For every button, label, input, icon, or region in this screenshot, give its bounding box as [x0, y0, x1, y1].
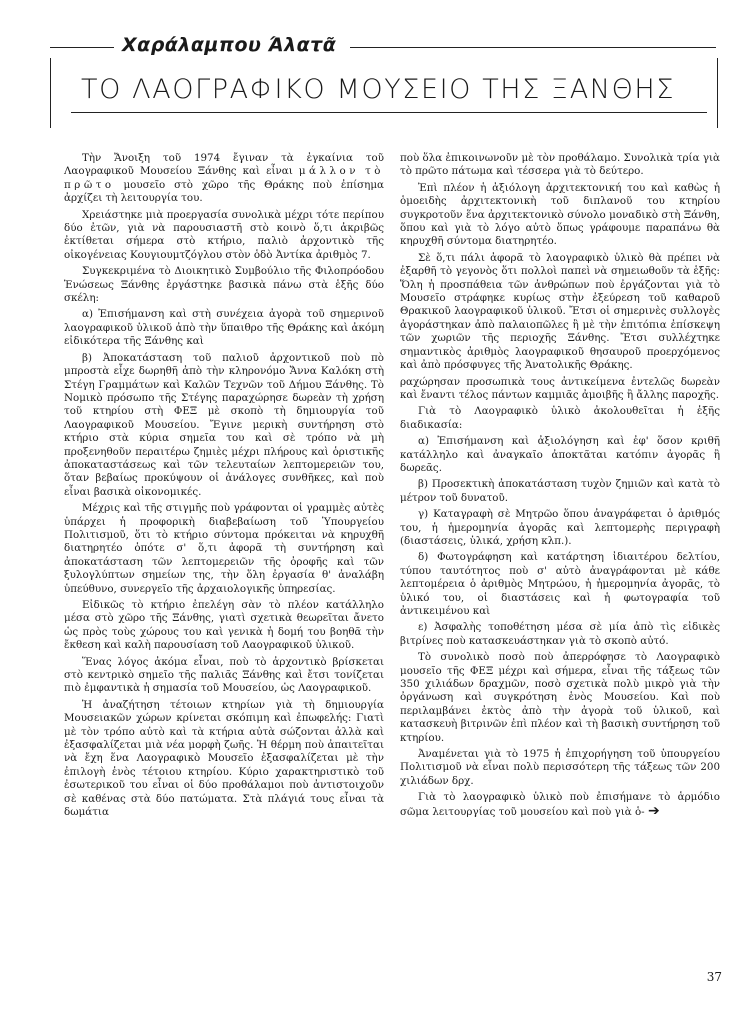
paragraph: Σὲ ὅ,τι πάλι ἀφορᾶ τὸ λαογραφικὸ ὑλικὸ θὰ πρέπει νὰ ἐξαρθῆ τὸ γεγονὸς ὅτι πολλοὶ παπεὶ νὰ σημειωθοῦν τὰ ἑξῆς: Ὅλη ἡ προσπάθεια τῶν ἀνθρώπων ποὺ ἐργάζονται γιὰ τὸ Μουσεῖο στράφηκε κυρίως στὴν ἐξεύρεση τοῦ καθαροῦ Θρακικοῦ λαογραφικοῦ ὑλικοῦ. Ἔτσι οἱ σημερινὲς συλλογὲς ἀγοράστηκαν ἀπὸ παλαιοπῶλες ἢ μὲ τὴν ἐπιτόπια ἐπίσκεψη τῶν χωριῶν τῆς περιοχῆς Ξάνθης. Ἔτσι συλλέχτηκε σημαντικὸς ἀριθμὸς λαογραφικοῦ θησαυροῦ προερχόμενος καὶ ἀπὸ πρόσφυγες τῆς Ἀνατολικῆς Θράκης.	[400, 251, 720, 372]
right-column	[400, 152, 720, 822]
paragraph-text: Γιὰ τὸ λαογραφικὸ ὑλικὸ ποὺ ἐπισήμανε τὸ ἁρμόδιο σῶμα λειτουργίας τοῦ μουσείου καὶ ποὺ γιὰ ὁ-	[400, 791, 720, 818]
paragraph-text: Τὴν Ἄνοιξη τοῦ 1974 ἔγιναν τὰ ἐγκαίνια τοῦ Λαογραφικοῦ Μουσείου Ξάνθης καὶ εἶναι	[64, 152, 384, 178]
article-title: ΤΟ ΛΑΟΓΡΑΦΙΚΟ ΜΟΥΣΕΙΟ ΤΗΣ ΞΑΝΘΗΣ	[81, 74, 675, 105]
paragraph: γ) Καταγραφὴ σὲ Μητρῶο ὅπου ἀναγράφεται ὁ ἀριθμός του, ἡ ἡμερομηνία ἀγορᾶς καὶ λεπτομερὴς περιγραφὴ (διαστάσεις, ὑλικά, χρήση κλπ.).	[400, 508, 720, 547]
spaced-word: πρῶτο	[64, 178, 115, 191]
paragraph: Ἕνας λόγος ἀκόμα εἶναι, ποὺ τὸ ἀρχοντικὸ βρίσκεται στὸ κεντρικὸ σημεῖο τῆς παλιᾶς Ξάνθης καὶ ἔτσι τονίζεται πιὸ ἐμφαντικὰ ἡ σημασία τοῦ Μουσείου, ὡς Λαογραφικοῦ.	[64, 655, 384, 695]
author-rule-left	[50, 47, 114, 48]
paragraph-text: μουσεῖο στὸ χῶρο τῆς Θράκης ποὺ ἐπίσημα ἀρχίζει τὴ λειτουργία του.	[64, 178, 384, 205]
paragraph: Συγκεκριμένα τὸ Διοικητικὸ Συμβούλιο τῆς Φιλοπρόοδου Ἑνώσεως Ξάνθης ἐργάστηκε βασικὰ πάνω στὰ ἑξῆς δύο σκέλη:	[64, 265, 384, 305]
paragraph: δ) Φωτογράφηση καὶ κατάρτηση ἰδιαιτέρου δελτίου, τύπου ταυτότητος ποὺ σ' αὐτὸ ἀναγράφονται μὲ κάθε λεπτομέρεια ὁ ἀριθμὸς Μητρώου, ἡ ἡμερομηνία ἀγορᾶς, τὸ ὑλικό του, οἱ διαστάσεις καὶ ἡ φωτογραφία τοῦ ἀντικειμένου καὶ	[400, 551, 720, 617]
paragraph: ραχώρησαν προσωπικὰ τους ἀντικείμενα ἐντελῶς δωρεὰν καὶ ἔναντι τέλος πάντων καμμιᾶς ἀμοιβῆς ἢ ἄλλης παροχῆς.	[400, 375, 720, 401]
spaced-word: μάλλον	[298, 165, 359, 178]
author-rule-right	[350, 47, 716, 48]
left-column	[64, 152, 384, 823]
paragraph	[400, 791, 720, 819]
paragraph: α) Ἐπισήμανση καὶ στὴ συνέχεια ἀγορὰ τοῦ σημερινοῦ λαογραφικοῦ ὑλικοῦ ἀπὸ τὴν ὕπαιθρο τῆς Θράκης καὶ ἀκόμη εἰδικότερα τῆς Ξάνθης καὶ	[64, 308, 384, 348]
paragraph: ε) Ἀσφαλὴς τοποθέτηση μέσα σὲ μία ἀπὸ τὶς εἰδικὲς βιτρίνες ποὺ κατασκευάστηκαν γιὰ τὸ σκοπὸ αὐτό.	[400, 621, 720, 647]
paragraph: α) Ἐπισήμανση καὶ ἀξιολόγηση καὶ ἐφ' ὅσον κριθῆ κατάλληλο καὶ ἀναγκαῖο ἀποκτᾶται κατόπιν ἀγορᾶς ἢ δωρεᾶς.	[400, 435, 720, 474]
paragraph: Γιὰ τὸ Λαογραφικὸ ὑλικὸ ἀκολουθεῖται ἡ ἑξῆς διαδικασία:	[400, 405, 720, 431]
paragraph: β) Προσεκτικὴ ἀποκατάσταση τυχὸν ζημιῶν καὶ κατὰ τὸ μέτρον τοῦ δυνατοῦ.	[400, 478, 720, 504]
paragraph: β) Ἀποκατάσταση τοῦ παλιοῦ ἀρχοντικοῦ ποὺ πὸ μπροστὰ εἶχε δωρηθῆ ἀπὸ τὴν κληρονόμο Ἄννα Καλόκη στὴ Στέγη Γραμμάτων καὶ Καλῶν Τεχνῶν τοῦ Δήμου Ξάνθης. Τὸ Νομικὸ πρόσωπο τῆς Στέγης παραχώρησε δωρεὰν τὴ χρήση τοῦ κτηρίου στὴ ΦΕΞ μὲ σκοπὸ τὴ δημιουργία τοῦ Λαογραφικοῦ Μουσείου. Ἔγινε μερικὴ συντήρηση στὸ κτήριο στὰ κύρια σημεῖα του καὶ σὲ τρόπο νὰ μὴ προξενηθοῦν περαιτέρω ζημιὲς μέχρι πλήρους καὶ ὁριστικῆς ἀποκαταστάσεως καὶ τῶν τελευταίων λεπτομερειῶν του, ὅταν βεβαίως προκύψουν οἱ ἀνάλογες συνθῆκες, καὶ ποὺ εἶναι βασικὰ οἰκονομικές.	[64, 351, 384, 498]
continue-arrow-icon: ➔	[647, 802, 660, 819]
spaced-word: τὸ	[365, 165, 384, 178]
paragraph	[64, 152, 384, 206]
page-number: 37	[706, 970, 722, 984]
paragraph: Τὸ συνολικὸ ποσὸ ποὺ ἀπερρόφησε τὸ Λαογραφικὸ μουσεῖο τῆς ΦΕΞ μέχρι καὶ σήμερα, εἶναι τῆς τάξεως τῶν 350 χιλιάδων δραχμῶν, ποσὸ σχετικὰ πολὺ μικρὸ γιὰ τὴν ὀργάνωση καὶ συγκρότηση ἑνὸς Μουσείου. Καὶ ποὺ περιλαμβάνει ἐκτὸς ἀπὸ τὴν ἀγορὰ τοῦ ὑλικοῦ, καὶ κατασκευὴ βιτρινῶν ἐπὶ πλέον καὶ τὴ βασικὴ συντήρηση τοῦ κτηρίου.	[400, 651, 720, 744]
paragraph: Ἐπὶ πλέον ἡ ἀξιόλογη ἀρχιτεκτονική του καὶ καθὼς ἡ ὁμοειδὴς ἀρχιτεκτονικὴ τοῦ διπλανοῦ του κτηρίου συγκροτοῦν ἕνα ἀρχιτεκτονικὸ σύνολο μοναδικὸ στὴ Ξάνθη, ὅπου καὶ γιὰ τὸ λόγο αὐτὸ ὅπως γράφουμε παραπάνω θὰ κηρυχθῆ σύντομα διατηρητέο.	[400, 181, 720, 248]
paragraph: Ἡ ἀναζήτηση τέτοιων κτηρίων γιὰ τὴ δημιουργία Μουσειακῶν χώρων κρίνεται σκόπιμη καὶ ἐπωφελής: Γιατὶ μὲ τὸν τρόπο αὐτὸ καὶ τὰ κτήρια αὐτὰ σώζονται ἀλλὰ καὶ ἐξασφαλίζεται μιὰ νέα μορφὴ ζωῆς. Ἡ θέρμη ποὺ ἀπαιτεῖται νὰ ἔχη ἕνα Λαογραφικὸ Μουσεῖο ἐξασφαλίζεται μὲ τὴν ἐπιλογὴ ἑνὸς τέτοιου κτηρίου. Κύριο χαρακτηριστικὸ τοῦ ἐσωτερικοῦ του εἶναι οἱ δύο προθάλαμοι ποὺ ἀντιστοιχοῦν σὲ καθένας στὰ δύο πατώματα. Στὰ πλάγιά τους εἶναι τὰ δωμάτια	[64, 698, 384, 819]
paragraph: Χρειάστηκε μιὰ προεργασία συνολικὰ μέχρι τότε περίπου δύο ἐτῶν, γιὰ νὰ παρουσιαστῆ στὸ κοινὸ ὅ,τι ἀκριβῶς ἐκτίθεται σήμερα στὸ κτήριο, παλιὸ ἀρχοντικὸ τῆς οἰκογένειας Κουγιουμτζόγλου στὸν ὁδὸ Ἀντίκα ἀριθμὸς 7.	[64, 208, 384, 261]
paragraph: ποὺ ὅλα ἐπικοινωνοῦν μὲ τὸν προθάλαμο. Συνολικὰ τρία γιὰ τὸ πρῶτο πάτωμα καὶ τέσσερα γιὰ τὸ δεύτερο.	[400, 152, 720, 178]
paragraph: Εἰδικῶς τὸ κτήριο ἐπελέγη σὰν τὸ πλέον κατάλληλο μέσα στὸ χῶρο τῆς Ξάνθης, γιατὶ σχετικὰ θεωρεῖται ἄνετο ὡς πρὸς τοὺς χώρους του καὶ γενικὰ ἡ δομή του βοηθᾶ τὴν ἔκθεση καὶ καλὴ παρουσίαση τοῦ Λαογραφικοῦ ὑλικοῦ.	[64, 599, 384, 652]
title-underline	[71, 112, 707, 113]
paragraph: Μέχρις καὶ τῆς στιγμῆς ποὺ γράφονται οἱ γραμμὲς αὐτὲς ὑπάρχει ἡ προφορικὴ διαβεβαίωση τοῦ Ὑπουργείου Πολιτισμοῦ, ὅτι τὸ κτήριο σύντομα πρόκειται νὰ κηρυχθῆ διατηρητέο ὁπότε σ' ὅ,τι ἀφορᾶ τὴ συντήρηση καὶ ἀποκατάσταση τῶν λεπτομερειῶν τῆς ὀροφῆς καὶ τῶν ξυλογλύπτων σημείων της, τὴν ὅλη ἐργασία θ' ἀναλάβη ὑπεύθυνο, συνεργεῖο τῆς ἀρχαιολογικῆς ὑπηρεσίας.	[64, 502, 384, 595]
article-author: Χαράλαμπου Άλατᾶ	[122, 34, 337, 56]
paragraph: Ἀναμένεται γιὰ τὸ 1975 ἡ ἐπιχορήγηση τοῦ ὑπουργείου Πολιτισμοῦ νὰ εἶναι πολὺ περισσότερη τῆς τάξεως τῶν 200 χιλιάδων δρχ.	[400, 748, 720, 787]
title-frame	[50, 58, 718, 128]
